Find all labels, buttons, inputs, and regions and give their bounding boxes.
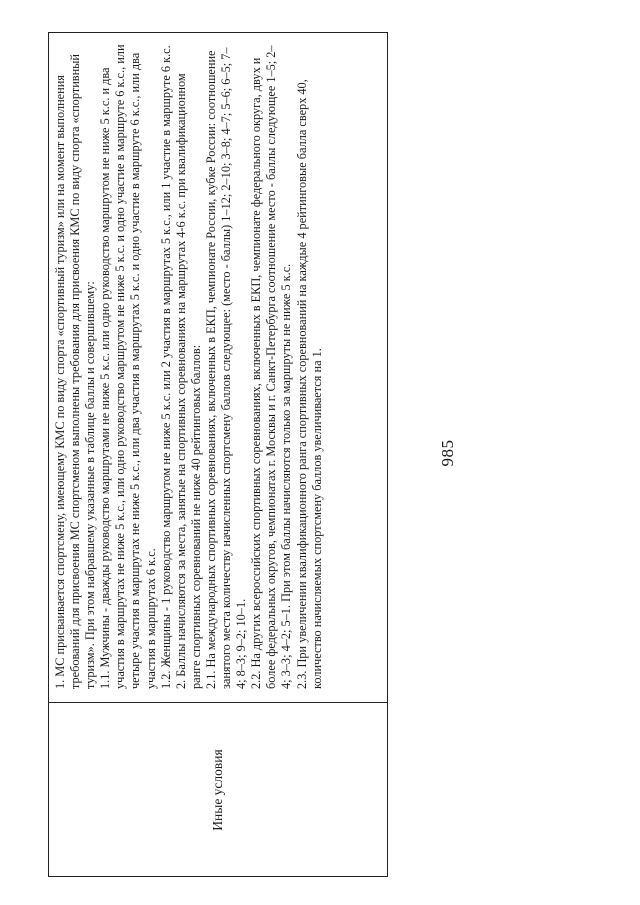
paragraph-2-2: 2.2. На других всероссийских спортивных соревнованиях, включенных в ЕКП, чемпионате федерального округа, двух и более федеральных округов, чемпионатах г. Москвы и г. Санкт-Петербурга соотношение место - баллы следующее 1–5; 2–4; 3–3; 4–2; 5–1. При этом баллы начисляются только за маршруты не ниже 5 к.с. — [249, 45, 294, 689]
paragraph-1-1: 1.1. Мужчины - дважды руководство маршрутами не ниже 5 к.с. или одно руководство маршрутом не ниже 5 к.с. и два участия в маршрутах не ниже 5 к.с., или одно руководство маршрутом не ниже 5 к.с. и одно участие в маршруте 6 к.с., или четыре участия в маршрутах не ниже 5 к.с., или два участия в маршрутах 5 к.с. и одно участие в маршруте 6 к.с., или два участия в маршрутах 6 к.с. — [98, 44, 158, 689]
row-label: Иные условия — [210, 749, 225, 831]
column-divider — [48, 702, 388, 703]
paragraph-2-1: 2.1. На международных спортивных соревнованиях, включенных в ЕКП, чемпионате России, кубке России: соотношение занятого места количеству начисленных спортсмену баллов следующее: (место - баллы) 1–12; 2–10; 3–8; 4–7; 5–6; 6–5; 7–4; 8–3; 9–2; 10–1. — [203, 47, 249, 689]
paragraph-2-3: 2.3. При увеличении квалификационного ранга спортивных соревнований на каждые 4 рейтинговые балла сверх 40, количество начисляемых спортсмену баллов увеличивается на 1. — [294, 79, 324, 689]
conditions-text — [52, 37, 384, 697]
paragraph-2: 2. Баллы начисляются за места, занятые на спортивных соревнованиях на маршрутах 4-6 к.с. при квалификационном ранге спортивных соревнований не ниже 40 рейтинговых баллов: — [173, 73, 203, 689]
paragraph-1-2: 1.2. Женщины - 1 руководство маршрутом не ниже 5 к.с. или 2 участия в маршрутах 5 к.с., или 1 участие в маршруте 6 к.с. — [158, 45, 173, 689]
paragraph-1: 1. МС присваивается спортсмену, имеющему КМС по виду спорта «спортивный туризм» или на момент выполнения требований для присвоения МС спортсменом выполнены требования для присвоения КМС по виду спорта «спортивный туризм». При этом набравшему указанные в таблице баллы и совершившему: — [53, 53, 98, 689]
conditions-cell — [50, 34, 386, 700]
page-number: 985 — [438, 439, 457, 467]
